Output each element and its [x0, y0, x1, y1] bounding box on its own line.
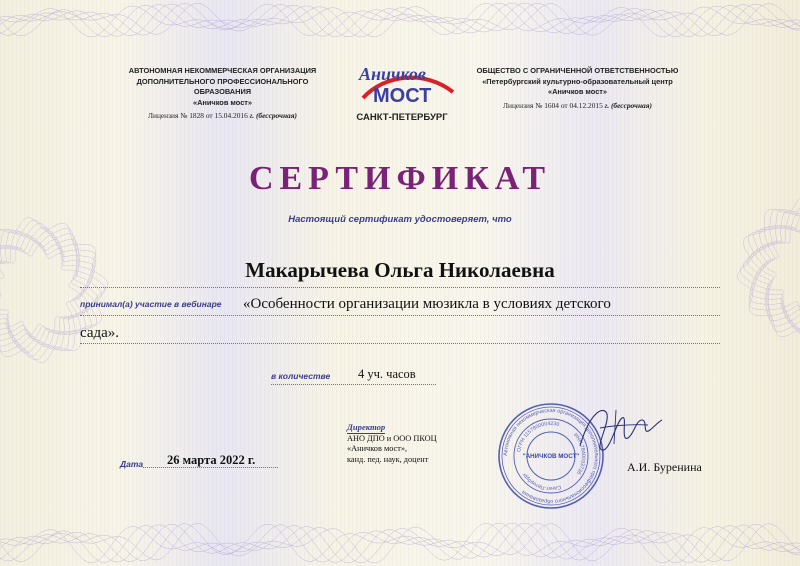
seal-city: Санкт-Петербург — [521, 471, 562, 492]
date-underline — [143, 467, 278, 468]
svg-text:Санкт-Петербург — [521, 471, 561, 491]
signatory-role: Директор — [347, 422, 386, 432]
org-left-license-suffix: г. (бессрочная) — [249, 111, 298, 120]
signatory-line2: «Аничков мост», — [347, 444, 408, 453]
org-right-line2: «Петербургский культурно-образовательный центр — [482, 76, 673, 86]
event-underline-2 — [80, 343, 720, 344]
date-value: 26 марта 2022 г. — [167, 453, 256, 467]
org-left-license-prefix: Лицензия № — [147, 111, 188, 120]
hours-underline — [271, 384, 436, 385]
org-right-line1: ОБЩЕСТВО С ОГРАНИЧЕННОЙ ОТВЕТСТВЕННОСТЬЮ — [476, 66, 679, 75]
org-left-line1: АВТОНОМНАЯ НЕКОММЕРЧЕСКАЯ ОРГАНИЗАЦИЯ — [128, 66, 317, 75]
hours-value: 4 уч. часов — [358, 367, 416, 381]
org-right-license-date: 04.12.2015 — [569, 100, 603, 110]
anichkov-most-logo — [345, 56, 460, 126]
org-right-license-prefix: Лицензия № — [502, 100, 543, 110]
name-underline — [80, 287, 720, 288]
handwritten-signature — [570, 398, 665, 468]
signatory-line1: АНО ДПО и ООО ПКОЦ — [347, 433, 437, 443]
org-left-line2: ДОПОЛНИТЕЛЬНОГО ПРОФЕССИОНАЛЬНОГО ОБРАЗОВАНИЯ — [136, 76, 309, 96]
svg-text:ОГРН 1157800004230 — [516, 421, 560, 453]
logo-word2: МОСТ — [373, 85, 432, 107]
org-right-license-from: от — [560, 100, 568, 110]
seal-center-text: "АНИЧКОВ МОСТ" — [522, 453, 580, 460]
signatory-line3: канд. пед. наук, доцент — [347, 454, 429, 464]
recipient-name: Макарычева Ольга Николаевна — [245, 258, 555, 282]
event-title-line2: сада». — [80, 325, 120, 341]
seal-ogrn: ОГРН 1157800004230 — [516, 420, 560, 453]
event-title-line1: «Особенности организации мюзикла в условиях детского — [243, 296, 611, 312]
org-left-license-no: 1828 — [189, 111, 204, 120]
org-left-line3: «Аничков мост» — [192, 97, 253, 107]
logo-city: САНКТ-ПЕТЕРБУРГ — [356, 112, 448, 123]
signatory-block — [347, 422, 437, 465]
org-right-license-no: 1604 — [544, 100, 559, 110]
org-left-license-from: от — [205, 111, 213, 120]
signatory-name: А.И. Буренина — [627, 460, 702, 474]
date-label: Дата — [120, 459, 144, 469]
participation-label: принимал(а) участие в вебинаре — [80, 299, 222, 309]
certificate-subtitle: Настоящий сертификат удостоверяет, что — [288, 214, 512, 225]
org-right — [470, 66, 685, 111]
guilloche-border-top — [0, 0, 800, 40]
seal-inn: ИНН 7840033736 — [572, 432, 587, 476]
org-left-license — [115, 111, 330, 122]
certificate-title: СЕРТИФИКАТ — [248, 160, 552, 197]
org-right-line3: «Аничков мост» — [547, 87, 608, 96]
event-underline-1 — [80, 315, 720, 316]
seal-ring-text: Автономная некоммерческая организация дополнительного профессионального образования — [502, 407, 600, 505]
org-left — [115, 66, 330, 122]
org-right-license-suffix: г. (бессрочная) — [604, 100, 653, 110]
logo-word1: Аничков — [359, 64, 426, 84]
guilloche-border-bottom — [0, 520, 800, 566]
org-right-license — [470, 101, 685, 112]
org-left-license-date: 15.04.2016 — [214, 111, 248, 120]
quantity-label: в количестве — [271, 371, 331, 381]
